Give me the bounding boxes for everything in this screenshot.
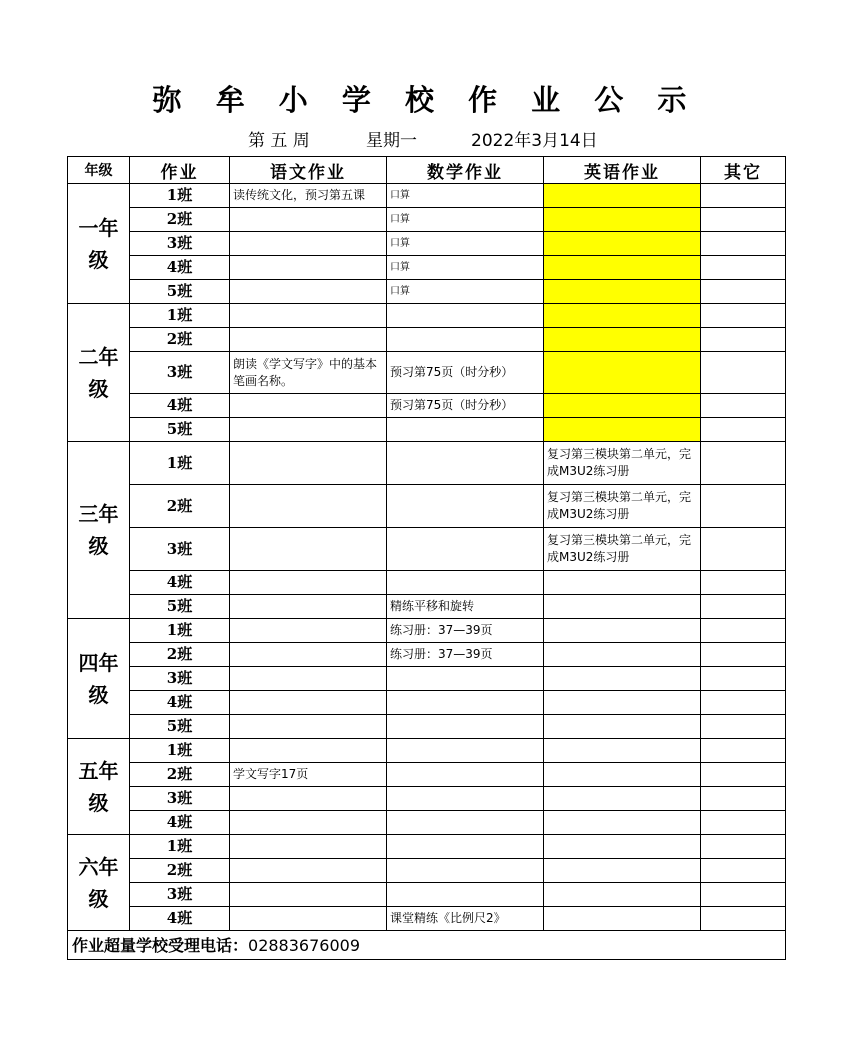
chinese-homework-cell (230, 667, 387, 691)
english-homework-cell (544, 859, 701, 883)
chinese-homework-cell (230, 691, 387, 715)
english-homework-cell (544, 418, 701, 442)
class-label: 1班 (130, 442, 230, 485)
other-homework-cell (701, 256, 786, 280)
header-chinese: 语文作业 (230, 157, 387, 184)
english-homework-cell (544, 763, 701, 787)
chinese-homework-cell: 朗读《学文写字》中的基本笔画名称。 (230, 352, 387, 394)
other-homework-cell (701, 442, 786, 485)
english-homework-cell (544, 304, 701, 328)
grade-label: 六年级 (68, 835, 130, 931)
math-homework-cell: 预习第75页（时分秒） (387, 352, 544, 394)
math-homework-cell (387, 528, 544, 571)
table-row (68, 184, 786, 208)
other-homework-cell (701, 859, 786, 883)
chinese-homework-cell (230, 619, 387, 643)
chinese-homework-cell (230, 232, 387, 256)
other-homework-cell (701, 485, 786, 528)
class-label: 1班 (130, 835, 230, 859)
math-homework-cell (387, 418, 544, 442)
other-homework-cell (701, 691, 786, 715)
other-homework-cell (701, 787, 786, 811)
class-label: 3班 (130, 352, 230, 394)
class-label: 4班 (130, 256, 230, 280)
english-homework-cell (544, 394, 701, 418)
table-row (68, 442, 786, 485)
english-homework-cell (544, 715, 701, 739)
english-homework-cell: 复习第三模块第二单元，完成M3U2练习册 (544, 442, 701, 485)
table-header-row (68, 157, 786, 184)
header-math: 数学作业 (387, 157, 544, 184)
table-row (68, 619, 786, 643)
weekday-label: 星期一 (366, 131, 417, 151)
table-row (68, 907, 786, 931)
other-homework-cell (701, 835, 786, 859)
other-homework-cell (701, 715, 786, 739)
other-homework-cell (701, 418, 786, 442)
english-homework-cell (544, 280, 701, 304)
math-homework-cell (387, 883, 544, 907)
class-label: 3班 (130, 667, 230, 691)
table-row (68, 739, 786, 763)
chinese-homework-cell (230, 883, 387, 907)
homework-table (67, 156, 786, 960)
math-homework-cell: 练习册：37—39页 (387, 619, 544, 643)
other-homework-cell (701, 643, 786, 667)
header-grade: 年级 (68, 157, 130, 184)
class-label: 1班 (130, 739, 230, 763)
table-row (68, 485, 786, 528)
table-row (68, 418, 786, 442)
other-homework-cell (701, 280, 786, 304)
english-homework-cell (544, 739, 701, 763)
chinese-homework-cell (230, 835, 387, 859)
chinese-homework-cell: 读传统文化，预习第五课 (230, 184, 387, 208)
chinese-homework-cell (230, 280, 387, 304)
class-label: 3班 (130, 528, 230, 571)
english-homework-cell (544, 787, 701, 811)
class-label: 4班 (130, 907, 230, 931)
english-homework-cell (544, 328, 701, 352)
complaint-hotline (68, 931, 786, 960)
math-homework-cell (387, 485, 544, 528)
math-homework-cell (387, 691, 544, 715)
class-label: 2班 (130, 328, 230, 352)
math-homework-cell: 预习第75页（时分秒） (387, 394, 544, 418)
english-homework-cell (544, 619, 701, 643)
hotline-phone: 02883676009 (248, 935, 360, 955)
other-homework-cell (701, 811, 786, 835)
table-row (68, 571, 786, 595)
english-homework-cell (544, 667, 701, 691)
class-label: 1班 (130, 304, 230, 328)
english-homework-cell (544, 184, 701, 208)
english-homework-cell (544, 835, 701, 859)
grade-label: 四年级 (68, 619, 130, 739)
math-homework-cell (387, 328, 544, 352)
class-label: 5班 (130, 595, 230, 619)
chinese-homework-cell (230, 739, 387, 763)
class-label: 2班 (130, 643, 230, 667)
english-homework-cell (544, 811, 701, 835)
header-english: 英语作业 (544, 157, 701, 184)
chinese-homework-cell (230, 394, 387, 418)
chinese-homework-cell (230, 418, 387, 442)
class-label: 3班 (130, 232, 230, 256)
grade-label: 一年级 (68, 184, 130, 304)
chinese-homework-cell (230, 787, 387, 811)
math-homework-cell: 练习册：37—39页 (387, 643, 544, 667)
class-label: 2班 (130, 859, 230, 883)
math-homework-cell: 口算 (387, 184, 544, 208)
grade-label: 五年级 (68, 739, 130, 835)
chinese-homework-cell (230, 304, 387, 328)
math-homework-cell (387, 715, 544, 739)
class-label: 5班 (130, 418, 230, 442)
chinese-homework-cell (230, 811, 387, 835)
chinese-homework-cell (230, 595, 387, 619)
table-row (68, 811, 786, 835)
math-homework-cell (387, 442, 544, 485)
english-homework-cell (544, 595, 701, 619)
other-homework-cell (701, 328, 786, 352)
other-homework-cell (701, 184, 786, 208)
class-label: 3班 (130, 883, 230, 907)
chinese-homework-cell (230, 907, 387, 931)
table-row (68, 328, 786, 352)
other-homework-cell (701, 883, 786, 907)
other-homework-cell (701, 739, 786, 763)
math-homework-cell: 口算 (387, 280, 544, 304)
table-row (68, 715, 786, 739)
english-homework-cell (544, 883, 701, 907)
other-homework-cell (701, 394, 786, 418)
english-homework-cell (544, 907, 701, 931)
english-homework-cell (544, 256, 701, 280)
other-homework-cell (701, 232, 786, 256)
header-homework: 作业 (130, 157, 230, 184)
english-homework-cell: 复习第三模块第二单元，完成M3U2练习册 (544, 528, 701, 571)
table-row (68, 859, 786, 883)
math-homework-cell: 精练平移和旋转 (387, 595, 544, 619)
other-homework-cell (701, 352, 786, 394)
other-homework-cell (701, 208, 786, 232)
chinese-homework-cell (230, 442, 387, 485)
class-label: 2班 (130, 763, 230, 787)
other-homework-cell (701, 528, 786, 571)
chinese-homework-cell (230, 328, 387, 352)
chinese-homework-cell: 学文写字17页 (230, 763, 387, 787)
chinese-homework-cell (230, 859, 387, 883)
chinese-homework-cell (230, 485, 387, 528)
math-homework-cell (387, 859, 544, 883)
english-homework-cell: 复习第三模块第二单元，完成M3U2练习册 (544, 485, 701, 528)
chinese-homework-cell (230, 715, 387, 739)
math-homework-cell: 口算 (387, 208, 544, 232)
grade-label: 三年级 (68, 442, 130, 619)
english-homework-cell (544, 208, 701, 232)
other-homework-cell (701, 304, 786, 328)
math-homework-cell: 课堂精练《比例尺2》 (387, 907, 544, 931)
class-label: 2班 (130, 485, 230, 528)
grade-label: 二年级 (68, 304, 130, 442)
math-homework-cell (387, 667, 544, 691)
date-label: 2022年3月14日 (471, 131, 598, 151)
table-row (68, 256, 786, 280)
chinese-homework-cell (230, 528, 387, 571)
footer-row (68, 931, 786, 960)
header-other: 其它 (701, 157, 786, 184)
table-row (68, 691, 786, 715)
math-homework-cell: 口算 (387, 232, 544, 256)
table-row (68, 528, 786, 571)
math-homework-cell (387, 787, 544, 811)
class-label: 1班 (130, 619, 230, 643)
table-row (68, 763, 786, 787)
table-row (68, 352, 786, 394)
class-label: 5班 (130, 715, 230, 739)
math-homework-cell (387, 571, 544, 595)
page-title: 弥 牟 小 学 校 作 业 公 示 (152, 83, 699, 117)
class-label: 1班 (130, 184, 230, 208)
english-homework-cell (544, 232, 701, 256)
table-row (68, 835, 786, 859)
table-row (68, 667, 786, 691)
class-label: 4班 (130, 691, 230, 715)
table-row (68, 643, 786, 667)
math-homework-cell: 口算 (387, 256, 544, 280)
class-label: 4班 (130, 394, 230, 418)
math-homework-cell (387, 811, 544, 835)
table-row (68, 883, 786, 907)
other-homework-cell (701, 619, 786, 643)
table-row (68, 208, 786, 232)
table-row (68, 232, 786, 256)
english-homework-cell (544, 691, 701, 715)
table-row (68, 304, 786, 328)
table-row (68, 787, 786, 811)
other-homework-cell (701, 595, 786, 619)
chinese-homework-cell (230, 256, 387, 280)
english-homework-cell (544, 643, 701, 667)
chinese-homework-cell (230, 208, 387, 232)
other-homework-cell (701, 571, 786, 595)
other-homework-cell (701, 907, 786, 931)
class-label: 5班 (130, 280, 230, 304)
math-homework-cell (387, 763, 544, 787)
table-row (68, 280, 786, 304)
week-label: 第 五 周 (248, 131, 310, 151)
class-label: 4班 (130, 571, 230, 595)
class-label: 4班 (130, 811, 230, 835)
math-homework-cell (387, 739, 544, 763)
class-label: 3班 (130, 787, 230, 811)
english-homework-cell (544, 571, 701, 595)
other-homework-cell (701, 763, 786, 787)
chinese-homework-cell (230, 643, 387, 667)
english-homework-cell (544, 352, 701, 394)
subtitle (0, 126, 851, 150)
math-homework-cell (387, 304, 544, 328)
class-label: 2班 (130, 208, 230, 232)
hotline-label: 作业超量学校受理电话： (72, 935, 249, 955)
other-homework-cell (701, 667, 786, 691)
chinese-homework-cell (230, 571, 387, 595)
table-row (68, 595, 786, 619)
table-row (68, 394, 786, 418)
math-homework-cell (387, 835, 544, 859)
